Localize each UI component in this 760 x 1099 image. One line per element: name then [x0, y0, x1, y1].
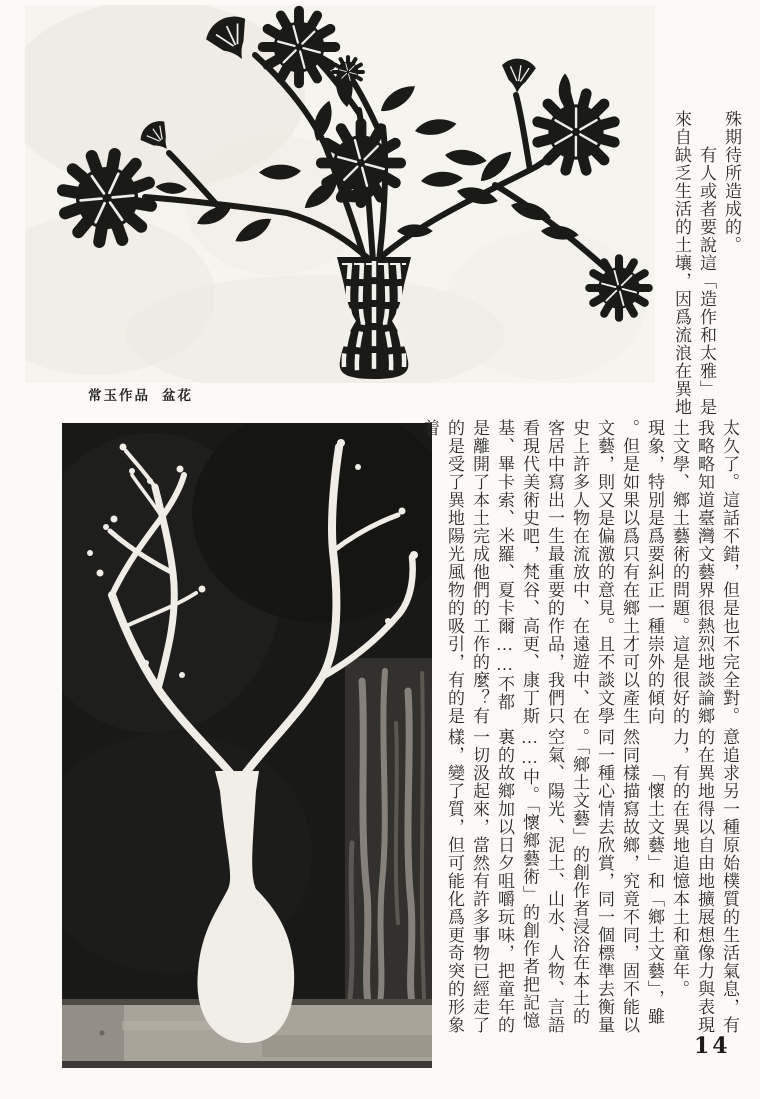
artwork-top-bouquet-print: [25, 5, 655, 383]
text-column-block-bottom-right: [436, 728, 742, 1037]
artwork-bottom-vase-photo: [62, 423, 432, 1068]
paragraph: 殊期待所造成的。: [722, 110, 741, 254]
caption-artist: 常玉作品: [88, 388, 150, 403]
paragraph: 意追求另一種原始樸質的生活氣息，有的在異地得以自由地擴展想像力與表現力，有的在異地追憶本土和童年。: [670, 728, 739, 1034]
vase-photo-graphic: [62, 423, 432, 1068]
paragraph: 有人或者要說這「造作和太雅」是來自缺乏生活的土壤，因爲流浪在異地: [672, 110, 716, 416]
page-number: 14: [694, 1033, 731, 1059]
text-column-block-middle: [420, 419, 742, 728]
caption-title: 盆花: [162, 388, 193, 403]
paragraph: 「懷土文藝」和「鄉土文藝」，雖然同樣描寫故鄉，究竟不同，固不能以同一種心情去欣賞，同一個標準去衡量。「鄉土文藝」的創作者浸浴在本土的空氣、陽光、泥土、山水、人物、言語……中。「懷鄉藝術」的創作者把記憶裏的故鄉加以日夕咀嚼玩味，把童年的一切汲起來，當然有許多事物已經走了樣，變了質，但可能化爲更奇突的形象: [445, 728, 664, 1034]
bouquet-print-graphic: [25, 5, 655, 383]
artwork-caption: [88, 384, 193, 404]
text-column-block-top-right: [656, 110, 744, 419]
paragraph: 太久了。這話不錯，但是也不完全對。我略略知道臺灣文藝界很熱烈地談論鄉土文學、鄉土藝術的問題。這是很好的現象，特別是爲要糾正一種崇外的傾向。但是如果以爲只有在鄉土才可以產生文藝，則又是偏激的意見。且不談文學史上許多人物在流放中、在遠遊中、在客居中寫出一生最重要的作品，我們只看現代美術史吧，梵谷、高更、康丁斯基、畢卡索、米羅、夏卡爾……不都是離開了本土完成他們的工作的麼？有的是受了異地陽光風物的吸引，有的是着: [420, 419, 739, 725]
